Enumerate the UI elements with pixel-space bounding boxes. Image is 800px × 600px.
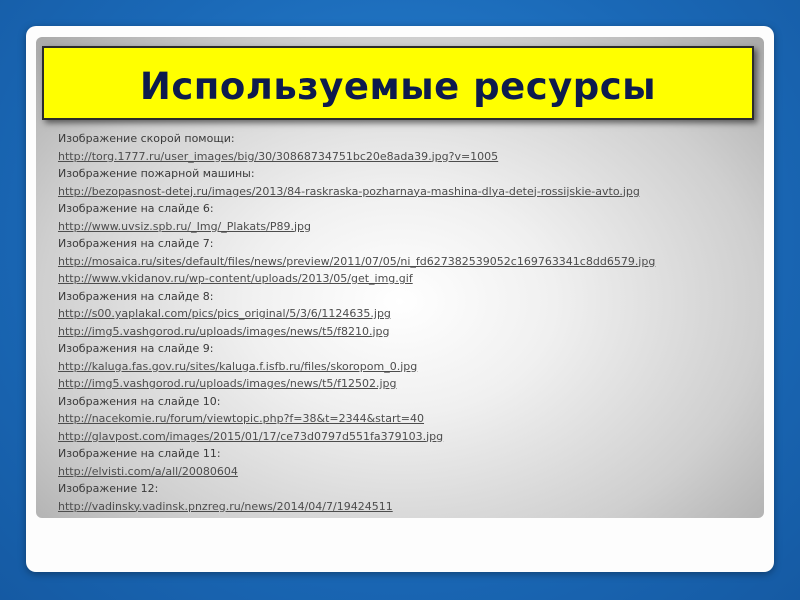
- resource-link[interactable]: http://bezopasnost-detej.ru/images/2013/84-raskraska-pozharnaya-mashina-dlya-detej-rossijskie-avto.jpg: [58, 184, 640, 198]
- resource-link[interactable]: http://nacekomie.ru/forum/viewtopic.php?f=38&t=2344&start=40: [58, 412, 425, 425]
- resource-link[interactable]: http://img5.vashgorod.ru/uploads/images/news/t5/f8210.jpg: [58, 324, 390, 338]
- resource-caption: Изображение на слайде 11:: [58, 447, 221, 460]
- resource-caption: Изображение 12:: [58, 482, 159, 495]
- resource-link[interactable]: http://vadinsky.vadinsk.pnzreg.ru/news/2014/04/7/19424511: [58, 499, 393, 513]
- resource-link[interactable]: http://s00.yaplakal.com/pics/pics_original/5/3/6/1124635.jpg: [58, 307, 391, 320]
- resource-caption: Изображения на слайде 10:: [58, 394, 221, 408]
- resource-link[interactable]: http://elvisti.com/a/all/20080604: [58, 464, 238, 478]
- resource-list: [58, 130, 758, 515]
- resource-caption: Изображение на слайде 6:: [58, 202, 214, 215]
- resource-link[interactable]: http://img5.vashgorod.ru/uploads/images/news/t5/f12502.jpg: [58, 377, 397, 390]
- resource-link[interactable]: http://mosaica.ru/sites/default/files/news/preview/2011/07/05/ni_fd627382539052c169763341c8dd6579.jpg: [58, 254, 656, 268]
- resource-link[interactable]: http://www.vkidanov.ru/wp-content/uploads/2013/05/get_img.gif: [58, 272, 413, 285]
- resource-caption: Изображения на слайде 7:: [58, 237, 214, 250]
- resource-caption: Изображение пожарной машины:: [58, 167, 255, 180]
- slide-title: Используемые ресурсы: [139, 64, 657, 108]
- resource-link[interactable]: http://kaluga.fas.gov.ru/sites/kaluga.f.isfb.ru/files/skoropom_0.jpg: [58, 359, 418, 373]
- resource-caption: Изображения на слайде 8:: [58, 289, 214, 303]
- resource-link[interactable]: http://torg.1777.ru/user_images/big/30/30868734751bc20e8ada39.jpg?v=1005: [58, 149, 499, 163]
- resource-caption: Изображение скорой помощи:: [58, 132, 235, 145]
- resource-link[interactable]: http://glavpost.com/images/2015/01/17/ce73d0797d551fa379103.jpg: [58, 429, 444, 443]
- resource-link[interactable]: http://www.uvsiz.spb.ru/_Img/_Plakats/P89.jpg: [58, 219, 311, 233]
- title-banner: [42, 46, 754, 120]
- resource-caption: Изображения на слайде 9:: [58, 342, 214, 355]
